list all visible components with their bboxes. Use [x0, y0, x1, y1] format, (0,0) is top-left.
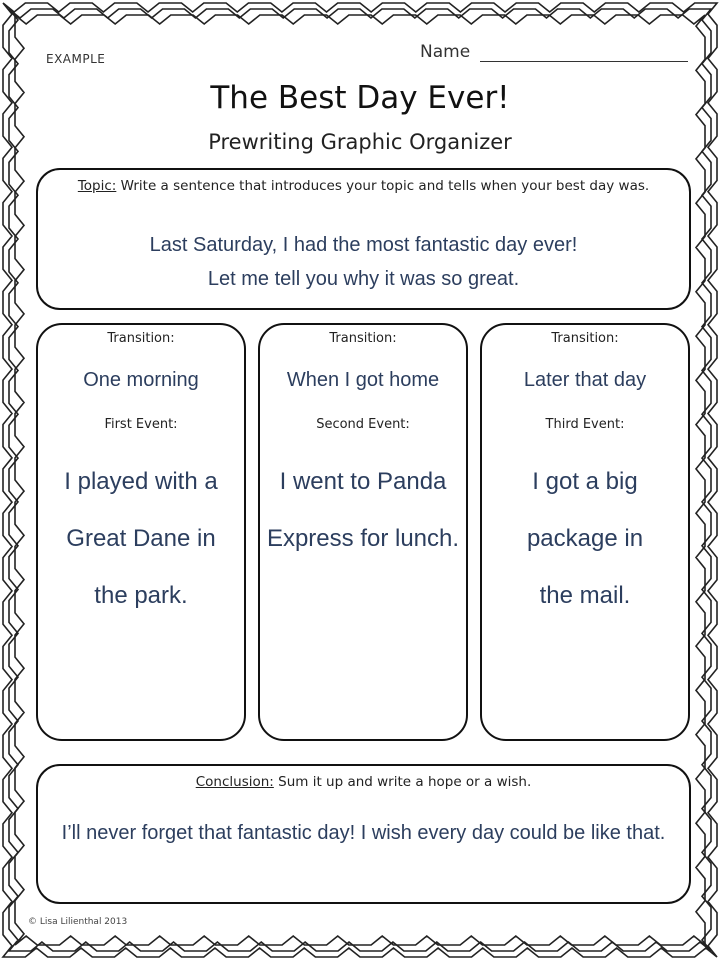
topic-prompt-text: Write a sentence that introduces your topic and tells when your best day was. [116, 178, 650, 194]
event-line: Great Dane in [66, 525, 216, 552]
topic-prompt-label: Topic: [77, 178, 117, 194]
first-event-box [36, 323, 246, 741]
event-text [38, 453, 244, 624]
event-label: Third Event: [545, 417, 625, 432]
second-event-box [258, 323, 468, 741]
event-line: the park. [94, 582, 188, 609]
name-line[interactable] [480, 43, 688, 62]
topic-answer [38, 228, 689, 296]
event-line: I went to Panda [279, 468, 447, 495]
conclusion-prompt-label: Conclusion: [195, 774, 274, 790]
topic-answer-line: Let me tell you why it was so great. [207, 268, 520, 290]
transition-value: One morning [83, 369, 199, 391]
transition-label: Transition: [329, 331, 397, 346]
event-line: I got a big [532, 468, 638, 495]
page-subtitle: Prewriting Graphic Organizer [208, 130, 512, 154]
conclusion-prompt [38, 774, 689, 790]
transition-value: When I got home [286, 369, 440, 391]
copyright-text: © Lisa Lilienthal 2013 [28, 917, 128, 927]
event-line: the mail. [539, 582, 631, 609]
page-title: The Best Day Ever! [210, 80, 510, 116]
name-label: Name [420, 42, 471, 62]
conclusion-box [36, 764, 691, 904]
example-label: EXAMPLE [46, 52, 106, 66]
event-label: First Event: [104, 417, 178, 432]
conclusion-prompt-text: Sum it up and write a hope or a wish. [273, 774, 532, 790]
transition-label: Transition: [551, 331, 619, 346]
topic-prompt [38, 178, 689, 194]
name-field[interactable] [420, 42, 688, 62]
topic-answer-line: Last Saturday, I had the most fantastic day ever! [149, 234, 578, 256]
conclusion-answer: I’ll never forget that fantastic day! I wish every day could be like that. [61, 822, 666, 844]
event-line: Express for lunch. [266, 525, 460, 552]
event-label: Second Event: [316, 417, 410, 432]
event-text [260, 453, 466, 567]
transition-value: Later that day [523, 369, 647, 391]
third-event-box [480, 323, 690, 741]
topic-box [36, 168, 691, 310]
event-line: package in [526, 525, 644, 552]
event-text [482, 453, 688, 624]
transition-label: Transition: [107, 331, 175, 346]
event-line: I played with a [64, 468, 218, 495]
